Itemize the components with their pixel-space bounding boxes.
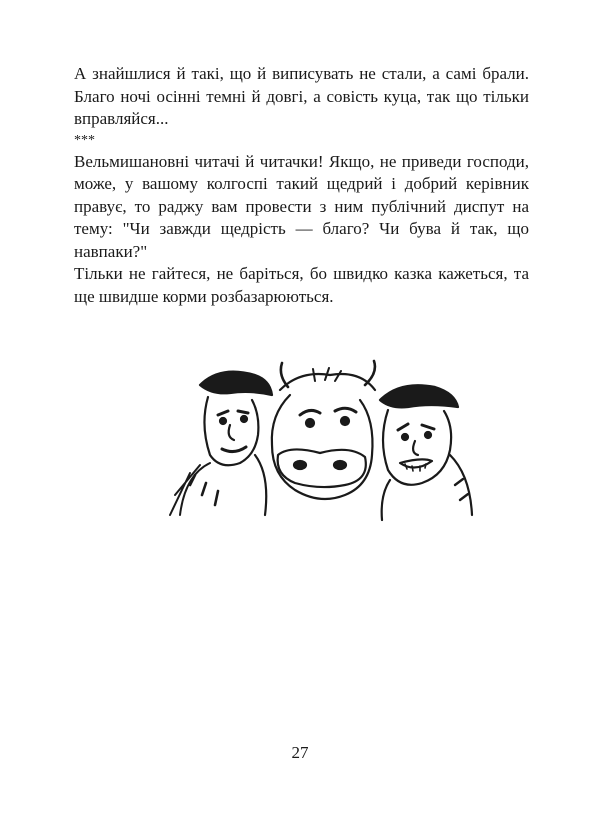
- left-man-figure: [170, 372, 272, 515]
- cow-figure: [272, 361, 375, 499]
- body-text: [74, 63, 529, 308]
- paragraph-3: Тільки не гайтеся, не баріться, бо швидко казка кажеться, та ще швидше корми розбазарюються.: [74, 264, 529, 306]
- cartoon-men-and-cow-icon: [160, 345, 480, 525]
- paragraph-2: Вельмишановні читачі й читачки! Якщо, не приведи господи, може, у вашому колгоспі такий щедрий і добрий керівник правує, то раджу вам провести з ним публічний диспут на тему: "Чи завжди щедрість — благо? Чи бува й так, що навпаки?": [74, 151, 529, 261]
- right-man-figure: [380, 385, 472, 520]
- page-number: 27: [291, 743, 309, 762]
- section-separator: ***: [74, 132, 95, 148]
- paragraph-1: А знайшлися й такі, що й виписувать не стали, а самі брали. Благо ночі осінні темні й довгі, а совість куца, так що тільки вправляйся...: [74, 64, 529, 128]
